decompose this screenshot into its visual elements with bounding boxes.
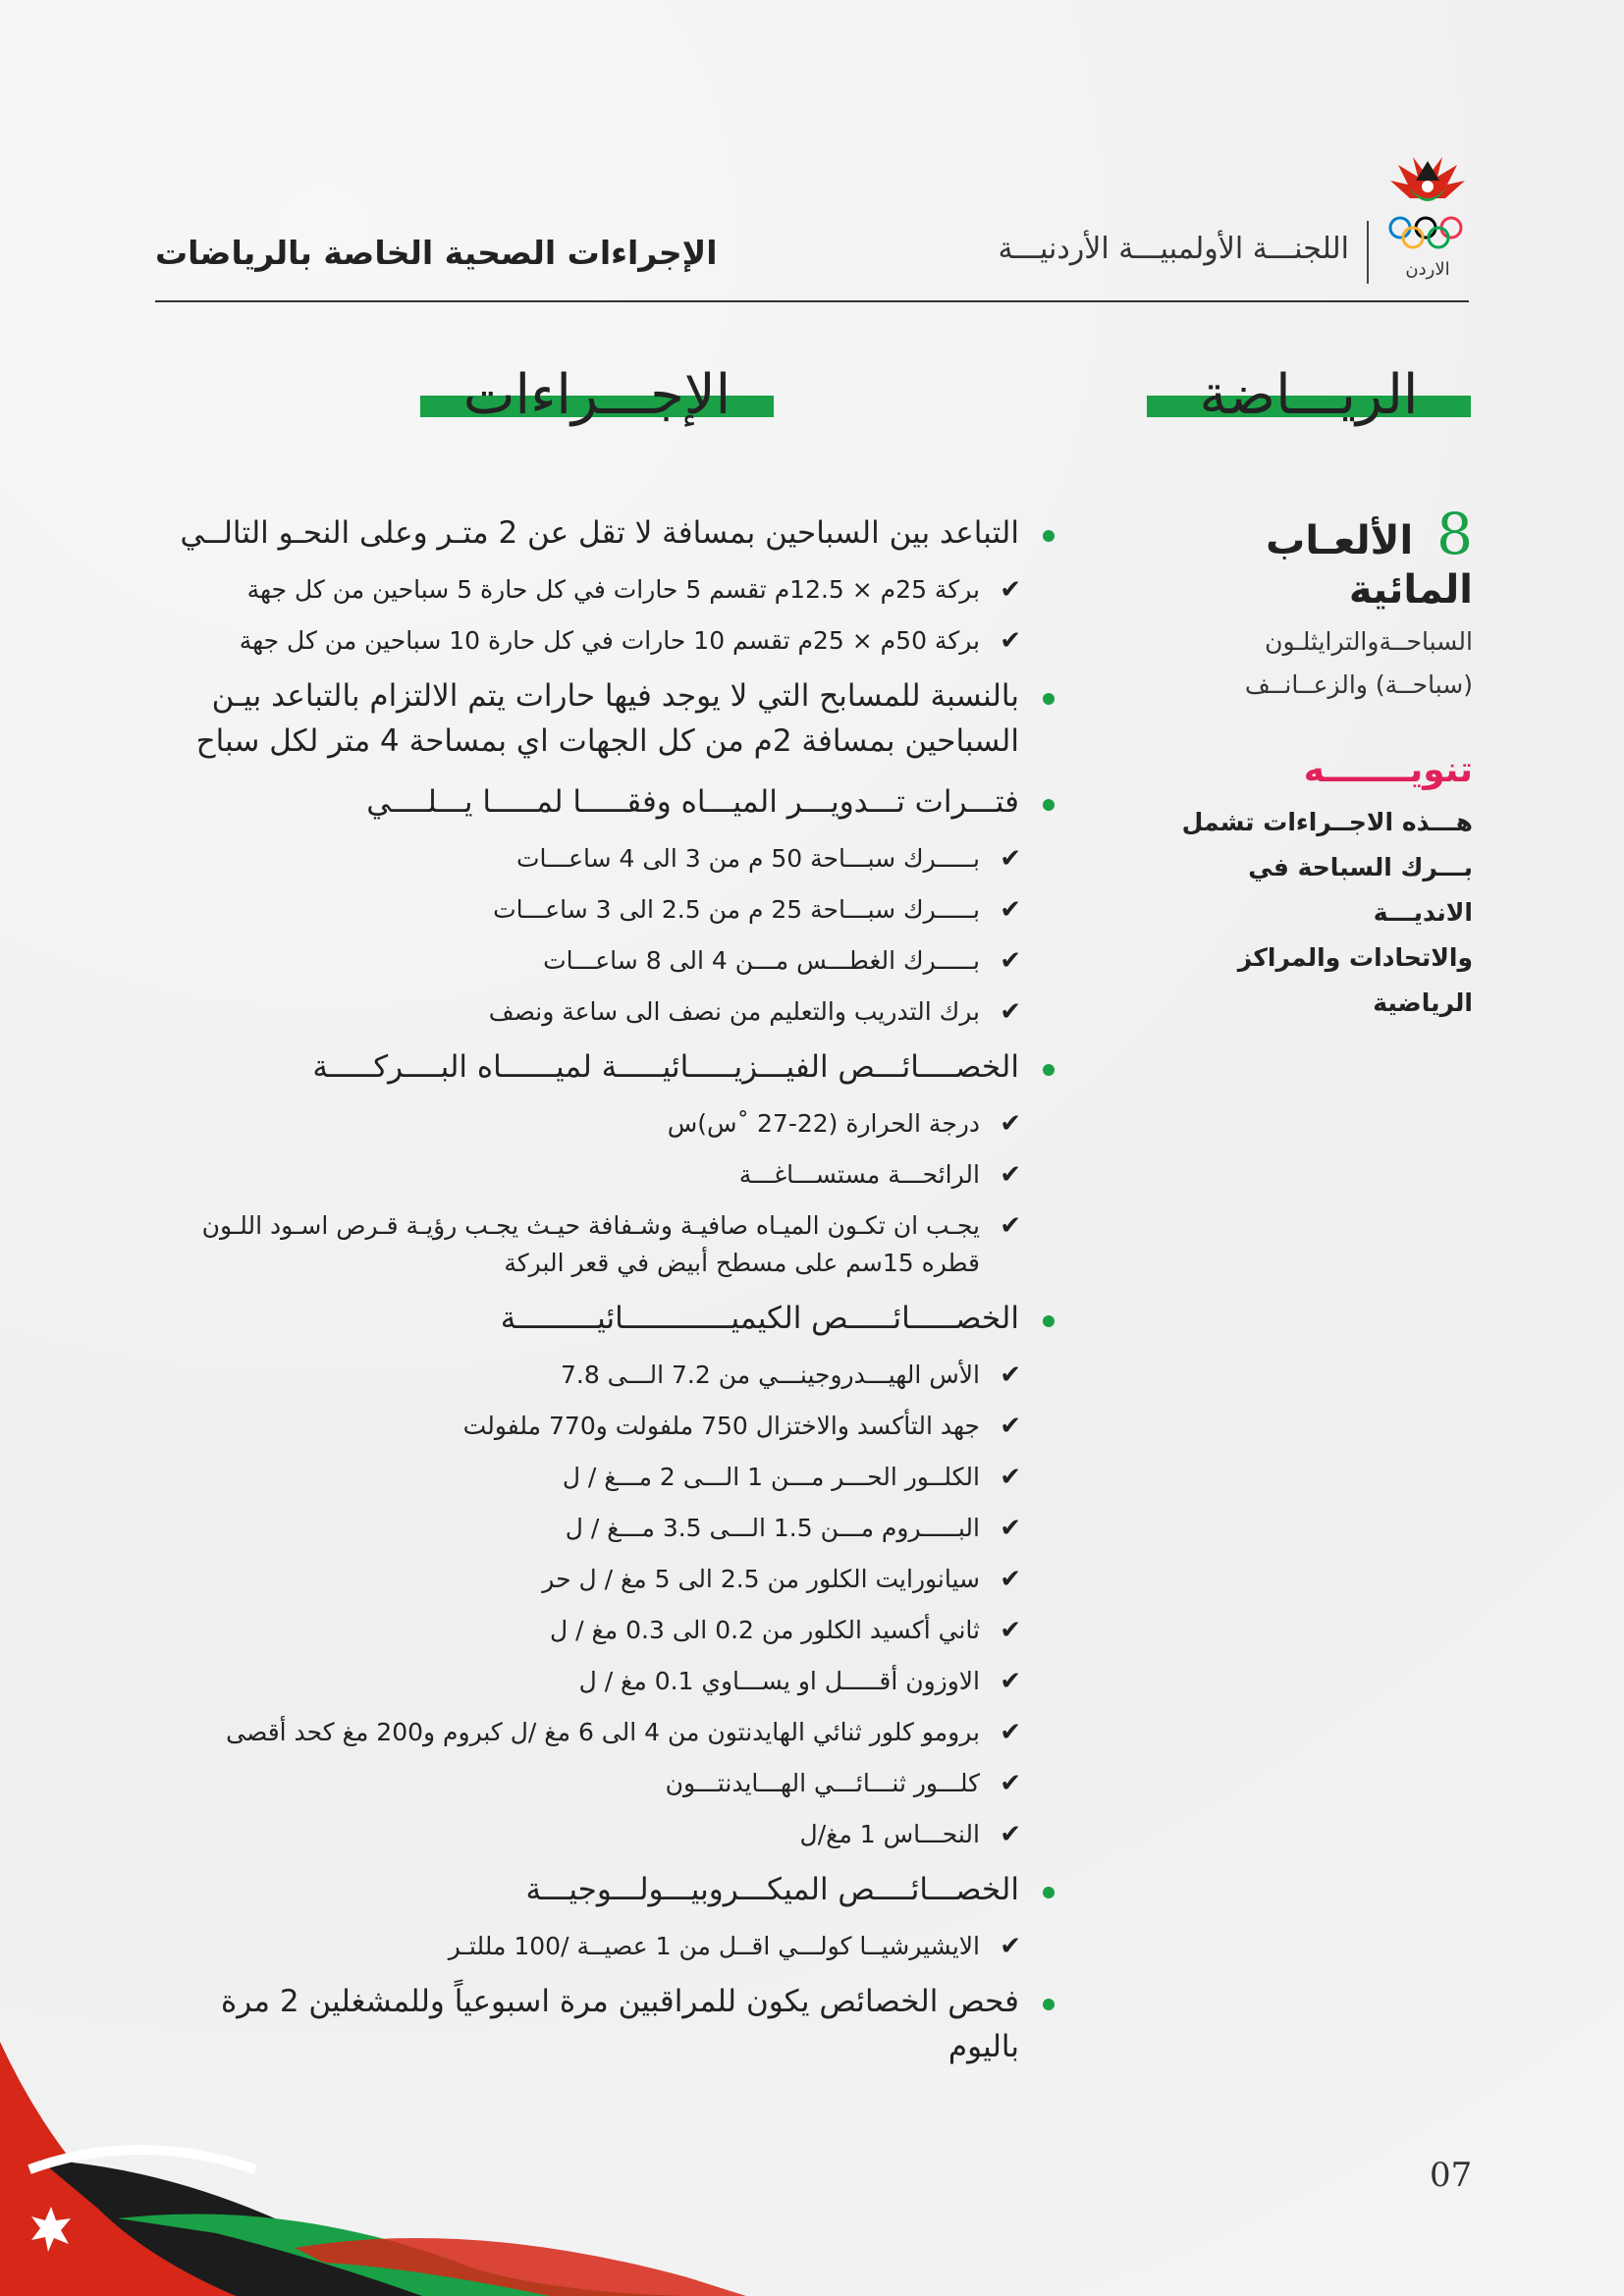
sport-sub-line: (سباحــة) والزعــانــف <box>1244 670 1473 699</box>
procedure-subitem <box>155 1612 1058 1649</box>
check-icon: ✔ <box>1000 1667 1021 1696</box>
procedure-subitem-text: برومو كلور ثنائي الهايدنتون من 4 الى 6 مغ /ل كبروم و200 مغ كحد أقصى <box>226 1718 980 1746</box>
jordan-flag-decoration <box>0 2022 884 2296</box>
header-rule <box>155 300 1469 302</box>
procedure-subitem-text: النحـــاس 1 مغ/ل <box>799 1820 980 1848</box>
procedure-sublist <box>155 1357 1058 1853</box>
check-icon: ✔ <box>1000 1718 1021 1747</box>
olympic-logo <box>1379 147 1477 285</box>
procedure-subitem <box>155 942 1058 980</box>
procedure-subitem-text: الرائحـــة مستســـاغـــة <box>738 1160 980 1189</box>
check-icon: ✔ <box>1000 844 1021 874</box>
procedure-bullet: الخصــــائـــص الفيـــزيـــــائيـــــة لميــــــاه البــــركـــــة <box>155 1044 1058 1090</box>
procedure-subitem <box>155 1510 1058 1547</box>
procedure-subitem-text: بركة 25م × 12.5م تقسم 5 حارات في كل حارة 5 سباحين من كل جهة <box>246 575 980 604</box>
procedures-heading: الإجـــراءات <box>420 363 774 427</box>
procedure-bullet: الخصـــائــــص الميكـــروبيـــولـــوجيـــة <box>155 1867 1058 1912</box>
procedure-subitem-text: الأس الهيـــدروجينـــي من 7.2 الـــى 7.8 <box>560 1361 980 1389</box>
procedure-subitem <box>155 1765 1058 1802</box>
sport-sub-line: السباحــةوالترايثلـون <box>1265 627 1473 656</box>
procedure-bullet: الخصـــــائـــــص الكيميــــــــــــائيـــــــــة <box>155 1296 1058 1341</box>
check-icon: ✔ <box>1000 997 1021 1027</box>
check-icon: ✔ <box>1000 1361 1021 1390</box>
procedure-subitem-text: الايشيرشيــا كولـــي اقــل من 1 عصيــة /100 مللتـر <box>448 1932 980 1960</box>
org-name: اللجنـــة الأولمبيـــة الأردنيـــة <box>998 232 1349 266</box>
sport-heading: الريـــاضة <box>1147 363 1471 427</box>
procedure-subitem <box>155 891 1058 929</box>
procedure-sublist <box>155 1105 1058 1282</box>
header-divider <box>1367 221 1369 284</box>
note-line: والاتحادات والمراكز الرياضية <box>1237 943 1473 1017</box>
procedure-bullet: التباعد بين السباحين بمسافة لا تقل عن 2 متـر وعلى النحـو التالــي <box>155 510 1058 556</box>
procedure-subitem <box>155 622 1058 660</box>
doc-title: الإجراءات الصحية الخاصة بالرياضات <box>155 234 718 272</box>
check-icon: ✔ <box>1000 575 1021 605</box>
procedure-bullet: فحص الخصائص يكون للمراقبين مرة اسبوعياً وللمشغلين 2 مرة باليوم <box>155 1979 1058 2069</box>
procedure-subitem-text: برك التدريب والتعليم من نصف الى ساعة ونصف <box>488 997 980 1026</box>
check-icon: ✔ <box>1000 1463 1021 1492</box>
procedure-sublist <box>155 840 1058 1031</box>
check-icon: ✔ <box>1000 1514 1021 1543</box>
procedure-subitem-text: جهد التأكسد والاختزال 750 ملفولت و770 ملفولت <box>462 1412 980 1440</box>
procedure-subitem <box>155 1561 1058 1598</box>
procedure-bullet: بالنسبة للمسابح التي لا يوجد فيها حارات يتم الالتزام بالتباعد بيـن السباحين بمسافة 2م من كل الجهات اي بمساحة 4 متر لكل سباح <box>155 673 1058 764</box>
procedure-subitem <box>155 1156 1058 1194</box>
sport-title <box>1159 501 1473 613</box>
procedure-subitem <box>155 840 1058 878</box>
check-icon: ✔ <box>1000 1160 1021 1190</box>
procedure-subitem <box>155 1408 1058 1445</box>
check-icon: ✔ <box>1000 1820 1021 1849</box>
procedure-subitem-text: بـــــرك سبـــاحة 25 م من 2.5 الى 3 ساعـــات <box>493 895 980 924</box>
note-line: هـــذه الاجــراءات تشمل <box>1181 808 1473 836</box>
procedure-subitem-text: سيانورايت الكلور من 2.5 الى 5 مغ / ل حر <box>542 1565 980 1593</box>
procedure-bullet: فتـــرات تـــدويـــر الميـــاه وفقـــــا لمـــــا يـــلــــي <box>155 779 1058 825</box>
procedure-subitem-text: بـــــرك سبـــاحة 50 م من 3 الى 4 ساعـــات <box>515 844 980 873</box>
sport-number: 8 <box>1436 501 1473 567</box>
check-icon: ✔ <box>1000 1616 1021 1645</box>
procedure-subitem <box>155 1663 1058 1700</box>
olympic-rings-icon <box>1390 218 1461 247</box>
logo-text: الاردن <box>1405 259 1450 280</box>
check-icon: ✔ <box>1000 626 1021 656</box>
procedure-sublist <box>155 1928 1058 1965</box>
check-icon: ✔ <box>1000 1109 1021 1139</box>
procedure-subitem-text: بركة 50م × 25م تقسم 10 حارات في كل حارة 10 سباحين من كل جهة <box>239 626 980 655</box>
procedure-subitem <box>155 571 1058 609</box>
procedure-subitem-text: درجة الحرارة (22-27 ˚س)س <box>667 1109 980 1138</box>
procedure-subitem-text: كلـــور ثنـــائـــي الهـــايدنتـــون <box>665 1769 980 1797</box>
procedure-subitem <box>155 1207 1058 1282</box>
note-title: تنويـــــــه <box>1303 750 1473 790</box>
emblem-icon <box>1390 157 1465 201</box>
procedure-subitem <box>155 1459 1058 1496</box>
procedure-subitem-text: الاوزون أقـــــل او يســـاوي 0.1 مغ / ل <box>578 1667 980 1695</box>
procedure-subitem <box>155 1105 1058 1143</box>
page-number: 07 <box>1430 2156 1473 2195</box>
check-icon: ✔ <box>1000 1565 1021 1594</box>
check-icon: ✔ <box>1000 946 1021 976</box>
sport-info <box>1159 501 1473 1026</box>
procedure-subitem-text: الكلــور الحـــر مـــن 1 الـــى 2 مـــغ / ل <box>562 1463 980 1491</box>
check-icon: ✔ <box>1000 895 1021 925</box>
check-icon: ✔ <box>1000 1211 1021 1241</box>
procedure-subitem <box>155 1357 1058 1394</box>
procedure-subitem-text: ثاني أكسيد الكلور من 0.2 الى 0.3 مغ / ل <box>550 1616 980 1644</box>
sport-subtitle <box>1159 620 1473 707</box>
procedure-subitem-text: يجـب ان تكـون الميـاه صافيـة وشـفافة حيـث يجـب رؤيـة قـرص اسـود اللـون قطره 15سم على مسطح أبيض في قعر البركة <box>201 1211 980 1277</box>
procedure-subitem-text: البـــــروم مـــن 1.5 الـــى 3.5 مـــغ / ل <box>565 1514 980 1542</box>
procedures-list <box>155 510 1058 2085</box>
check-icon: ✔ <box>1000 1769 1021 1798</box>
procedure-subitem <box>155 1714 1058 1751</box>
procedure-subitem <box>155 1816 1058 1853</box>
note-text <box>1159 800 1473 1026</box>
procedure-subitem <box>155 1928 1058 1965</box>
sport-name: الألعـاب المائية <box>1266 518 1473 613</box>
note-line: بـــرك السباحة في الانديـــة <box>1248 853 1473 927</box>
check-icon: ✔ <box>1000 1412 1021 1441</box>
check-icon: ✔ <box>1000 1932 1021 1961</box>
procedure-sublist <box>155 571 1058 660</box>
procedure-subitem <box>155 993 1058 1031</box>
procedure-subitem-text: بـــــرك الغطـــس مـــن 4 الى 8 ساعـــات <box>543 946 980 975</box>
